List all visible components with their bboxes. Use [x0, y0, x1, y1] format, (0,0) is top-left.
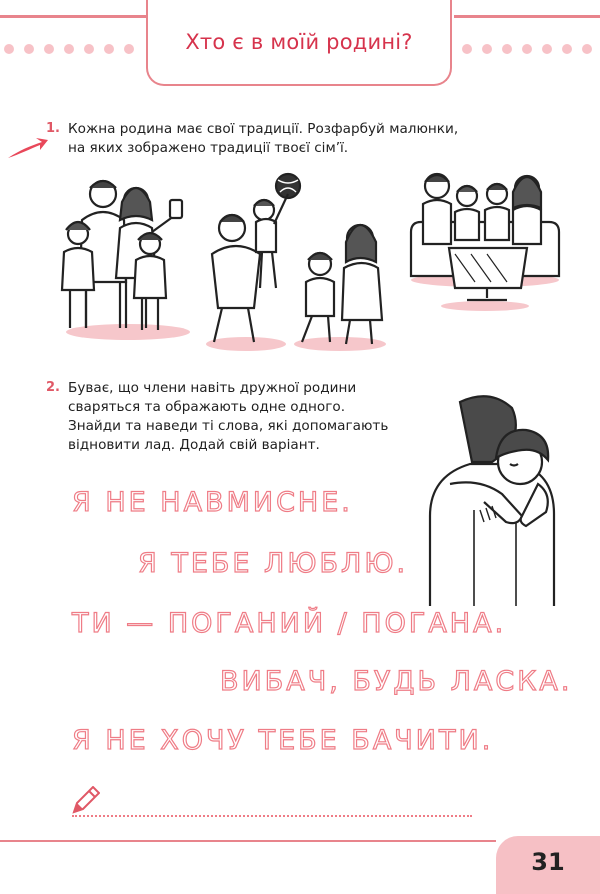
task1-line2: на яких зображено традиції твоєї сім’ї.	[68, 140, 349, 156]
hug-illustration	[420, 392, 566, 606]
task2-line2: сваряться та ображають одне одного.	[68, 399, 346, 415]
phrase-2: Я ТЕБЕ ЛЮБЛЮ.	[138, 548, 409, 579]
phrase-3: ТИ — ПОГАНИЙ / ПОГАНА.	[72, 608, 507, 639]
page-number: 31	[531, 848, 565, 876]
task1-line1: Кожна родина має свої традиції. Розфарбуй малюнки,	[68, 121, 459, 137]
page-number-tab	[496, 836, 600, 894]
task2-number: 2.	[46, 380, 60, 395]
header-dots-left	[0, 44, 146, 54]
task2-line1: Буває, що члени навіть дружної родини	[68, 380, 357, 396]
phrase-5: Я НЕ ХОЧУ ТЕБЕ БАЧИТИ.	[72, 725, 494, 756]
answer-line[interactable]	[72, 815, 472, 817]
playing-ball-illustration	[200, 172, 400, 358]
family-selfie-illustration	[58, 172, 198, 342]
page-title: Хто є в моїй родині?	[185, 30, 413, 54]
task2-line4: відновити лад. Додай свій варіант.	[68, 437, 320, 453]
pencil-icon	[70, 786, 100, 816]
task2-text	[68, 379, 388, 455]
phrase-1: Я НЕ НАВМИСНЕ.	[72, 487, 353, 518]
footer-rule	[0, 840, 496, 842]
task1-text	[68, 120, 458, 158]
header-dots-right	[454, 44, 600, 54]
header-rule-right	[454, 15, 600, 18]
title-box	[146, 0, 452, 86]
watching-tv-illustration	[405, 162, 565, 312]
task2-line3: Знайди та наведи ті слова, які допомагають	[68, 418, 389, 434]
arrow-icon	[6, 136, 48, 162]
header-rule-left	[0, 15, 146, 18]
phrase-4: ВИБАЧ, БУДЬ ЛАСКА.	[220, 666, 573, 697]
task1-number: 1.	[46, 121, 60, 136]
